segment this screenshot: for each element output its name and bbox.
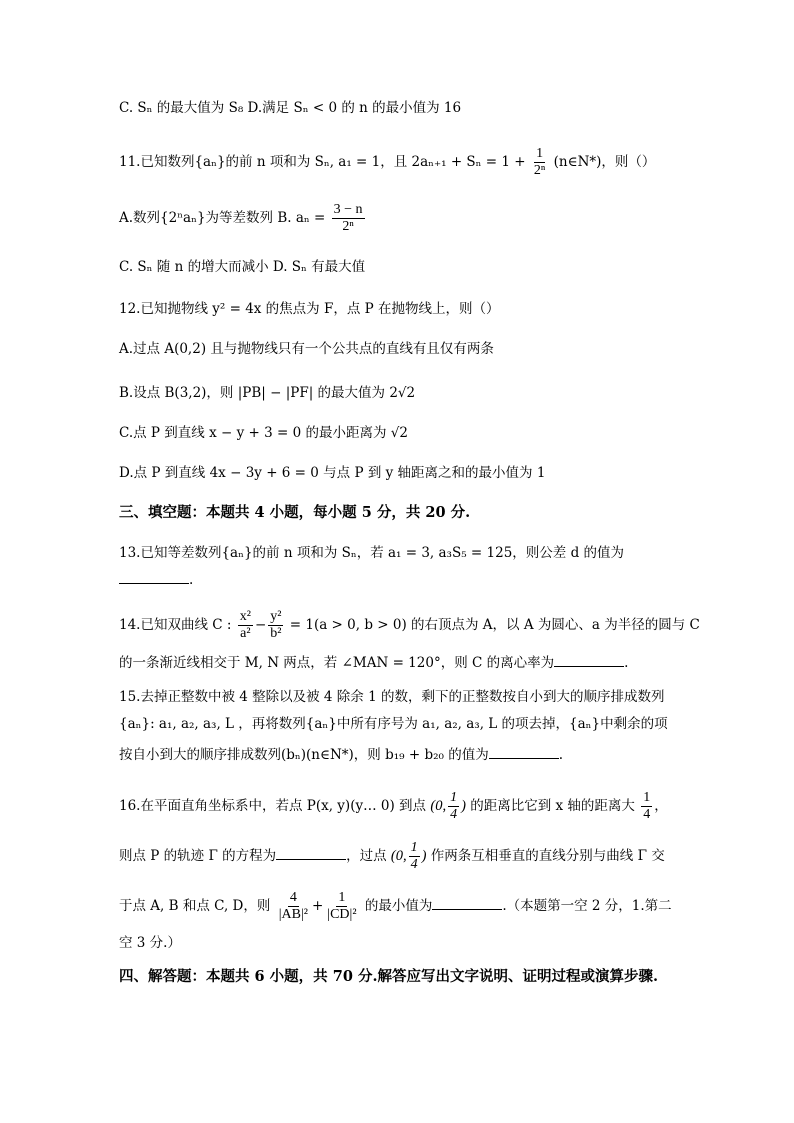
- text: 13.已知等差数列{aₙ}的前 n 项和为 Sₙ，若 a₁ = 3, a₃S₅ = 125，则公差 d 的值为: [119, 545, 625, 561]
- question-12-option-a: [119, 341, 494, 357]
- text: .: [189, 572, 194, 588]
- text: 的距离比它到 x 轴的距离大: [470, 798, 635, 815]
- text: 于点 A, B 和点 C, D，则: [119, 898, 271, 915]
- text: ，过点: [346, 847, 387, 864]
- answer-blank[interactable]: [276, 847, 346, 860]
- period: .: [624, 655, 629, 671]
- question-12-option-d: [119, 465, 545, 481]
- fraction-1-over-cd2: $\frac{1}{\text{|CD|²}}$: [327, 890, 357, 923]
- text: {aₙ}: a₁, a₂, a₃, L ，再将数列{aₙ}中所有序号为 a₁, a₂, a₃, L 的项去掉，{aₙ}中剩余的项: [119, 716, 668, 732]
- section-heading-solve: [119, 968, 658, 985]
- period: .: [558, 747, 564, 763]
- numerator: x²: [238, 609, 253, 626]
- question-15: [119, 689, 664, 705]
- question-16: [119, 790, 668, 823]
- text: 三、填空题：本题共 4 小题，每小题 5 分，共 20 分.: [119, 504, 471, 521]
- question-16-cont-2: [119, 890, 672, 923]
- fraction-3-minus-n-over-2n: [332, 202, 365, 235]
- text: 12.已知抛物线 y² = 4x 的焦点为 F，点 P 在抛物线上，则（）: [119, 301, 500, 317]
- question-13-answer-line: [119, 571, 193, 588]
- question-11-options-ab: [119, 202, 367, 235]
- numerator: y²: [268, 609, 283, 626]
- question-12-option-b: [119, 385, 415, 401]
- fraction-1-over-4: $\frac{1}{4}$: [450, 790, 458, 823]
- text: B.设点 B(3,2)，则 |PB| − |PF| 的最大值为 2√2: [119, 385, 416, 401]
- numerator: 3 − n: [332, 202, 365, 219]
- answer-blank[interactable]: [119, 571, 189, 584]
- answer-blank[interactable]: [554, 654, 624, 667]
- fraction-1-over-4: $\frac{1}{4}$: [410, 840, 418, 873]
- denominator: 2ⁿ: [533, 163, 546, 179]
- denominator: 2ⁿ: [342, 219, 354, 235]
- text: = 1(a > 0, b > 0) 的右顶点为 A，以 A 为圆心、a 为半径的圆与 C: [289, 617, 700, 634]
- plus-sign: +: [311, 898, 324, 915]
- numerator: 1: [534, 146, 545, 163]
- point-0-quarter: (0, $\frac{1}{4}$ ): [390, 840, 427, 873]
- section-heading-fill-in: [119, 504, 470, 521]
- text: 的最小值为: [364, 898, 433, 915]
- text: C. Sₙ 随 n 的增大而减小 D. Sₙ 有最大值: [119, 259, 366, 275]
- text: D.点 P 到直线 4x − 3y + 6 = 0 与点 P 到 y 轴距离之和的最小值为 1: [119, 465, 546, 481]
- point-0-quarter: (0, $\frac{1}{4}$ ): [430, 790, 466, 823]
- fraction-x2-over-a2: [238, 609, 253, 642]
- denominator: a²: [240, 626, 251, 642]
- text: 空 3 分.）: [119, 935, 181, 951]
- text: .（本题第一空 2 分，1.第二: [502, 898, 672, 915]
- text: A.数列{2ⁿaₙ}为等差数列 B. aₙ =: [119, 210, 326, 227]
- text: 四、解答题：本题共 6 小题，共 70 分.解答应写出文字说明、证明过程或演算步骤.: [119, 968, 659, 985]
- question-14-cont: [119, 654, 628, 671]
- text: 按自小到大的顺序排成数列(bₙ)(n∈N*)，则 b₁₉ + b₂₀ 的值为: [119, 747, 489, 763]
- question-16-cont-3: [119, 935, 181, 951]
- option-c-d-q10: [119, 100, 461, 116]
- question-11: [119, 146, 655, 179]
- text: 11.已知数列{aₙ}的前 n 项和为 Sₙ, a₁ = 1，且 2aₙ₊₁ + Sₙ = 1 +: [119, 154, 526, 171]
- fraction-4-over-ab2: $\frac{4}{\text{|AB|²}}$: [278, 890, 308, 923]
- answer-blank[interactable]: [432, 897, 502, 910]
- question-15-cont-1: [119, 716, 668, 732]
- text: A.过点 A(0,2) 且与抛物线只有一个公共点的直线有且仅有两条: [119, 341, 494, 357]
- question-14: [119, 609, 700, 642]
- text: 则点 P 的轨迹 Γ 的方程为: [119, 847, 277, 864]
- text: (n∈N*)，则（）: [553, 154, 656, 171]
- question-13: [119, 545, 624, 561]
- fraction-1-over-4: $\frac{1}{4}$: [643, 790, 651, 823]
- minus-sign: −: [254, 617, 267, 634]
- text: 的一条渐近线相交于 M, N 两点，若 ∠MAN = 120°，则 C 的离心率为: [119, 655, 555, 671]
- text: 16.在平面直角坐标系中，若点 P(x, y)(y… 0) 到点: [119, 798, 427, 815]
- question-11-options-cd: [119, 259, 365, 275]
- question-12-option-c: [119, 425, 408, 441]
- fraction-y2-over-b2: [268, 609, 283, 642]
- text: C. Sₙ 的最大值为 S₈ D.满足 Sₙ < 0 的 n 的最小值为 16: [119, 100, 462, 116]
- question-15-cont-2: [119, 746, 563, 763]
- text: 15.去掉正整数中被 4 整除以及被 4 除余 1 的数，剩下的正整数按自小到大的顺序排成数列: [119, 689, 665, 705]
- comma: ，: [654, 798, 668, 815]
- question-16-cont-1: [119, 840, 665, 873]
- text: 14.已知双曲线 C :: [119, 617, 232, 634]
- question-12: [119, 301, 500, 317]
- text: 作两条互相垂直的直线分别与曲线 Γ 交: [430, 847, 665, 864]
- denominator: b²: [270, 626, 282, 642]
- text: C.点 P 到直线 x − y + 3 = 0 的最小距离为 √2: [119, 425, 408, 441]
- answer-blank[interactable]: [489, 746, 559, 759]
- fraction-1-over-2n: [532, 146, 547, 179]
